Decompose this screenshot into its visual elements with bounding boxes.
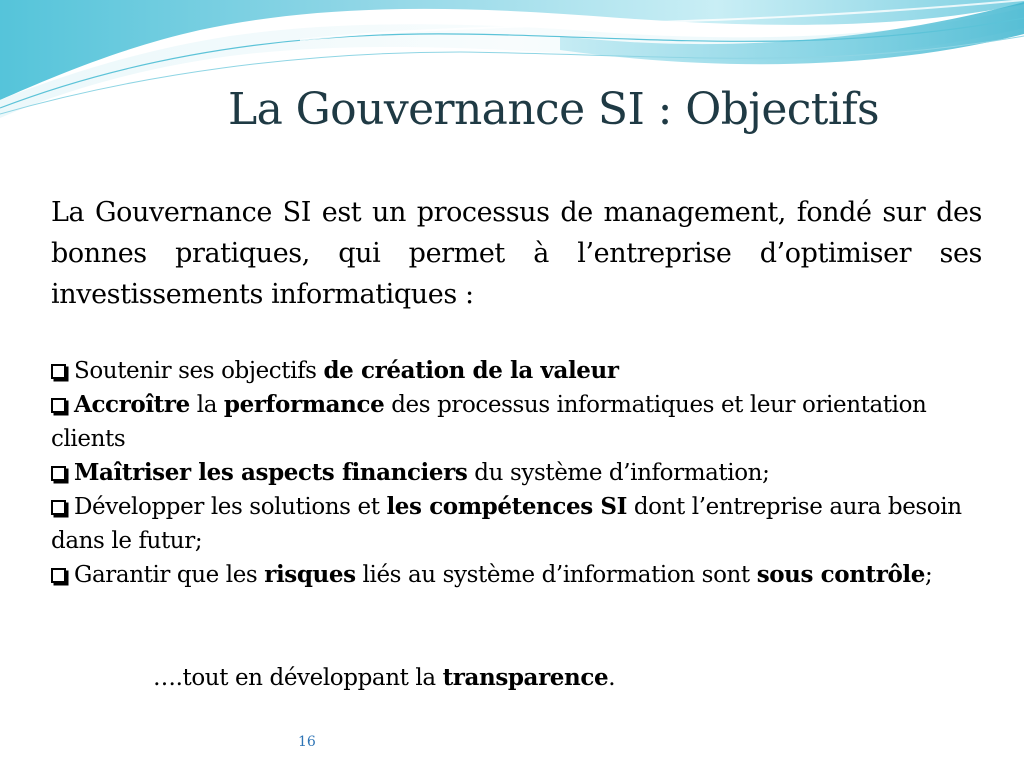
list-item [51,456,971,490]
bullet-text: liés au système d’information sont [355,562,757,588]
bullet-emphasis: les compétences SI [386,493,627,520]
checkbox-outline-icon [51,466,66,481]
bullet-text: ; [924,562,933,588]
closing-statement [153,661,615,695]
bullet-emphasis: performance [223,391,385,418]
page-number: 16 [298,734,316,750]
bullet-text: dont l’entreprise aura besoin dans le futur; [51,494,962,554]
list-item [51,354,971,388]
closing-suffix: . [608,665,616,691]
intro-paragraph: La Gouvernance SI est un processus de management, fondé sur des bonnes pratiques, qui permet à l’entreprise d’optimiser ses investissements informatiques : [51,197,982,310]
closing-emphasis: transparence [442,664,609,691]
bullet-text: Soutenir ses objectifs [74,358,324,384]
bullet-emphasis: Maîtriser les aspects financiers [74,459,468,486]
bullet-text: des processus informatiques et leur orientation clients [51,392,927,452]
checkbox-outline-icon [51,500,66,515]
closing-prefix: ….tout en développant la [153,665,443,691]
checkbox-outline-icon [51,398,66,413]
checkbox-outline-icon [51,364,66,379]
bullet-emphasis: sous contrôle [756,561,925,588]
list-item [51,558,971,592]
bullet-emphasis: de création de la valeur [323,357,619,384]
list-item [51,388,971,456]
list-item [51,490,971,558]
bullet-emphasis: Accroître [74,391,190,418]
bullet-text: Développer les solutions et [74,494,387,520]
bullet-text: Garantir que les [74,562,265,588]
bullet-emphasis: risques [264,561,356,588]
checkbox-outline-icon [51,568,66,583]
objectives-list [51,354,971,592]
bullet-text: du système d’information; [467,460,770,486]
slide-title: La Gouvernance SI : Objectifs [228,84,880,135]
bullet-text: la [189,392,224,418]
